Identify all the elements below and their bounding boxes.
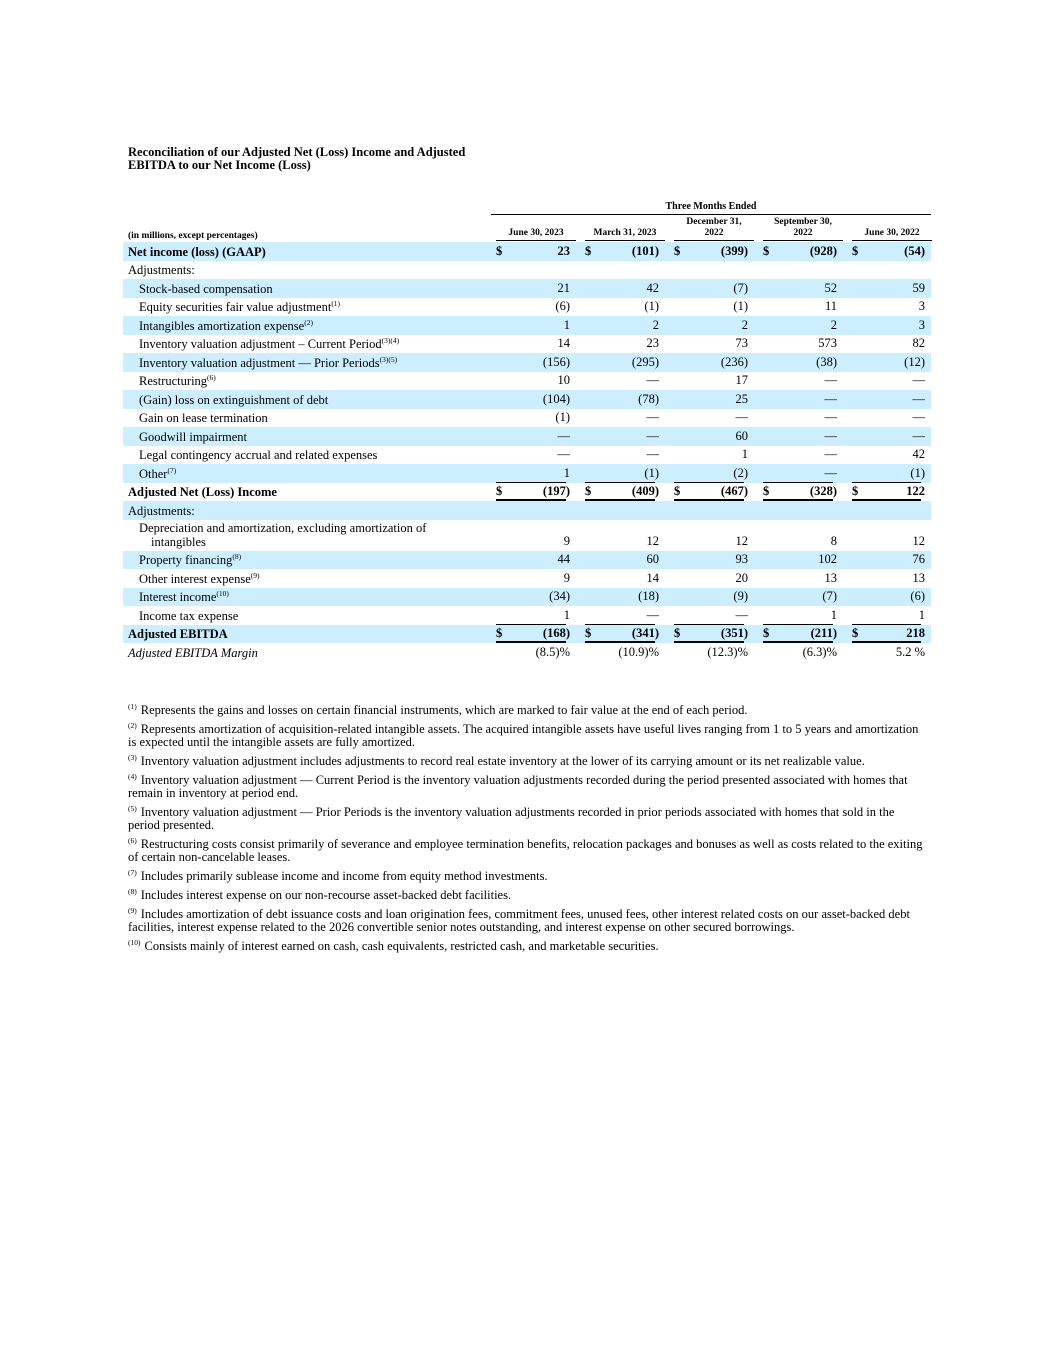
currency-symbol: $ (763, 243, 770, 258)
row-label (139, 448, 377, 462)
table-cell: 218 (906, 626, 925, 640)
table-cell: 1 (830, 607, 837, 622)
footnote (128, 870, 928, 883)
table-cell: (8.5)% (535, 644, 570, 659)
table-cell: (1) (733, 299, 748, 313)
table-cell: — (912, 410, 925, 424)
column-header (852, 228, 932, 241)
table-cell: 14 (557, 336, 570, 350)
table-row (123, 625, 931, 644)
table-cell: — (824, 428, 837, 443)
table-cell: 23 (557, 243, 570, 258)
table-cell: (12) (904, 354, 925, 369)
table-row (123, 242, 931, 261)
currency-symbol: $ (585, 243, 592, 258)
footnote-mark: (8) (128, 887, 137, 896)
footnote-ref: (7) (167, 465, 177, 475)
row-label (128, 504, 195, 518)
footnote-text: Inventory valuation adjustment — Prior Periods is the inventory valuation adjustments recorded in prior periods associated with homes that sold in the period presented. (128, 805, 895, 832)
table-row (123, 569, 931, 588)
period-header: Three Months Ended (491, 200, 931, 215)
table-cell: — (824, 410, 837, 424)
table-cell: — (557, 447, 570, 461)
footnote-text: Consists mainly of interest earned on cash, cash equivalents, restricted cash, and marketable securities. (144, 939, 659, 953)
table-row (123, 446, 931, 465)
table-cell: (1) (555, 410, 570, 424)
table-cell: 11 (824, 299, 837, 313)
table-cell: 3 (918, 317, 925, 332)
row-label-text: Restructuring (139, 374, 208, 388)
row-label (139, 467, 176, 481)
table-row (123, 643, 931, 662)
column-header (674, 217, 754, 241)
row-label (139, 553, 241, 567)
footnote (128, 704, 928, 717)
currency-symbol: $ (674, 484, 681, 498)
footnote-mark: (1) (128, 702, 137, 711)
table-cell: 1 (918, 607, 925, 622)
table-cell: (54) (904, 243, 925, 258)
footnote (128, 806, 928, 832)
currency-symbol: $ (763, 484, 770, 498)
row-label-continuation: intangibles (151, 534, 206, 549)
footnote (128, 755, 928, 768)
row-label (139, 590, 229, 604)
table-cell: 60 (735, 428, 748, 443)
footnote-text: Inventory valuation adjustment includes adjustments to record real estate inventory at the lower of its carrying amount or its net realizable value. (140, 754, 865, 768)
row-label-text: Goodwill impairment (139, 429, 247, 444)
table-cell: (399) (720, 243, 748, 258)
footnote-mark: (4) (128, 772, 137, 781)
column-header (585, 228, 665, 241)
table-row (123, 279, 931, 298)
footnote-mark: (10) (128, 938, 141, 947)
column-header-line2: 2022 (793, 228, 813, 238)
footnote-ref: (3)(4) (381, 336, 400, 345)
row-label (139, 300, 340, 314)
row-label-text: Gain on lease termination (139, 411, 268, 425)
table-row (123, 335, 931, 354)
table-row (123, 551, 931, 570)
footnote-ref: (10) (216, 589, 229, 598)
units-label: (in millions, except percentages) (128, 231, 258, 241)
table-cell: (409) (631, 484, 659, 498)
currency-symbol: $ (585, 626, 592, 640)
currency-symbol: $ (852, 626, 859, 640)
table-cell: 1 (563, 607, 570, 622)
table-cell: 42 (912, 447, 925, 461)
table-cell: 17 (735, 373, 748, 387)
table-cell: (38) (816, 354, 837, 369)
table-row (123, 409, 931, 428)
table-cell: — (912, 428, 925, 443)
row-label-text: Interest income (139, 590, 217, 604)
footnote-mark: (2) (128, 721, 137, 730)
row-label-text: Adjustments: (128, 263, 195, 277)
table-cell: — (646, 373, 659, 387)
table-cell: (236) (720, 354, 748, 369)
footnotes (128, 704, 928, 959)
row-label (139, 282, 273, 296)
column-header-line1: December 31, (686, 217, 742, 227)
row-label (128, 627, 228, 641)
row-label-text: Depreciation and amortization, excluding amortization of (139, 520, 427, 535)
table-cell: 2 (652, 317, 659, 332)
table-cell: (1) (644, 465, 659, 480)
table-cell: 9 (563, 533, 570, 548)
table-cell: (197) (542, 484, 570, 498)
table-cell: 25 (735, 391, 748, 406)
row-label-text: Intangibles amortization expense (139, 318, 305, 333)
footnote (128, 723, 928, 749)
table-cell: (10.9)% (618, 644, 659, 659)
table-cell: (7) (733, 280, 748, 295)
table-row (123, 316, 931, 335)
table-cell: (7) (822, 589, 837, 603)
page-title (128, 146, 465, 172)
table-cell: 573 (818, 336, 837, 350)
table-row (123, 261, 931, 280)
table-cell: 2 (830, 317, 837, 332)
table-cell: (2) (733, 465, 748, 480)
table-row (123, 606, 931, 625)
currency-symbol: $ (674, 243, 681, 258)
table-cell: (34) (549, 589, 570, 603)
table-cell: — (646, 447, 659, 461)
table-cell: 76 (912, 552, 925, 566)
table-cell: 102 (818, 552, 837, 566)
table-cell: 1 (563, 317, 570, 332)
row-label-text: Adjusted EBITDA (128, 627, 228, 641)
table-cell: 59 (912, 280, 925, 295)
column-header-line1: March 31, 2023 (593, 228, 657, 238)
footnote-mark: (3) (128, 753, 137, 762)
footnote (128, 838, 928, 864)
table-cell: 10 (557, 373, 570, 387)
table-cell: (6) (555, 299, 570, 313)
table-cell: (101) (631, 243, 659, 258)
table-cell: 20 (735, 570, 748, 585)
currency-symbol: $ (496, 484, 503, 498)
table-cell: (168) (542, 626, 570, 640)
footnote (128, 940, 928, 953)
column-header-line2: 2022 (704, 228, 724, 238)
table-cell: 60 (646, 552, 659, 566)
footnote-ref: (6) (207, 373, 216, 382)
title-line-2: EBITDA to our Net Income (Loss) (128, 158, 311, 172)
table-row (123, 353, 931, 372)
footnote-text: Represents the gains and losses on certain financial instruments, which are marked to fair value at the end of each period. (140, 703, 748, 717)
table-cell: (928) (809, 243, 837, 258)
table-cell: (211) (810, 626, 837, 640)
table-cell: — (735, 607, 748, 622)
footnote-ref: (2) (304, 317, 313, 327)
footnote (128, 774, 928, 800)
table-cell: 12 (646, 533, 659, 548)
table-row (123, 464, 931, 483)
table-cell: (9) (733, 589, 748, 603)
footnote-text: Includes interest expense on our non-recourse asset-backed debt facilities. (140, 888, 512, 902)
table-cell: 21 (557, 280, 570, 295)
column-header-line1: September 30, (774, 217, 832, 227)
table-cell: — (824, 447, 837, 461)
footnote-text: Restructuring costs consist primarily of severance and employee termination benefits, relocation packages and bonuses as well as costs related to the exiting of certain non-cancelable leases. (128, 837, 923, 864)
table-cell: 93 (735, 552, 748, 566)
column-header (763, 217, 843, 241)
table-row (123, 390, 931, 409)
table-cell: 44 (557, 552, 570, 566)
footnote-ref: (1) (331, 299, 341, 308)
row-label-text: Adjusted EBITDA Margin (128, 645, 258, 660)
column-headers (123, 217, 931, 241)
table-cell: (351) (720, 626, 748, 640)
table-cell: (104) (542, 391, 570, 406)
currency-symbol: $ (852, 243, 859, 258)
row-label (128, 245, 266, 259)
row-label (139, 337, 399, 351)
table-cell: 2 (741, 317, 748, 332)
table-cell: (78) (638, 391, 659, 406)
column-header-line1: June 30, 2023 (508, 228, 564, 238)
table-cell: — (735, 410, 748, 424)
row-label (128, 646, 258, 660)
currency-symbol: $ (852, 484, 859, 498)
table-cell: (341) (631, 626, 659, 640)
footnote-ref: (3)(5) (379, 354, 398, 364)
table-cell: — (824, 373, 837, 387)
table-cell: 1 (741, 447, 748, 461)
row-label (139, 572, 260, 586)
table-cell: 42 (646, 280, 659, 295)
table-row (123, 501, 931, 520)
table-cell: — (912, 391, 925, 406)
table-cell: — (824, 465, 837, 480)
column-header (496, 228, 576, 241)
table-cell: 5.2 % (895, 644, 925, 659)
table-cell: 122 (906, 484, 925, 498)
table-cell: 1 (563, 465, 570, 480)
row-label-text: Legal contingency accrual and related expenses (139, 448, 378, 462)
footnote-text: Includes amortization of debt issuance costs and loan origination fees, commitment fees, unused fees, other interest related costs on our asset-backed debt facilities, interest expense related to the 2026 convertible senior notes outstanding, and interest expense on other secured borrowings. (128, 907, 910, 934)
table-row (123, 520, 931, 551)
table-cell: (12.3)% (707, 644, 748, 659)
table-row (123, 427, 931, 446)
row-label-text: Other interest expense (139, 571, 251, 586)
row-label (139, 393, 328, 407)
table-cell: (328) (809, 484, 837, 498)
table-cell: 14 (646, 570, 659, 585)
row-label-text: Equity securities fair value adjustment (139, 300, 332, 314)
row-label-text: Stock-based compensation (139, 281, 273, 296)
table-cell: (18) (638, 589, 659, 603)
row-label-text: Inventory valuation adjustment – Current Period (139, 337, 382, 351)
table-cell: 13 (912, 570, 925, 585)
row-label (139, 319, 313, 333)
row-label (139, 411, 268, 425)
table-body (123, 242, 931, 662)
footnote-text: Includes primarily sublease income and income from equity method investments. (140, 869, 548, 883)
table-cell: 73 (735, 336, 748, 350)
row-label (139, 609, 238, 623)
row-label (139, 521, 426, 549)
row-label-text: Adjustments: (128, 503, 195, 518)
row-label (139, 356, 397, 370)
row-label-text: Inventory valuation adjustment — Prior Periods (139, 355, 380, 370)
footnote (128, 889, 928, 902)
row-label (139, 430, 247, 444)
row-label (139, 374, 216, 388)
table-cell: 52 (824, 280, 837, 295)
currency-symbol: $ (496, 626, 503, 640)
table-cell: (295) (631, 354, 659, 369)
row-label-text: Adjusted Net (Loss) Income (128, 485, 277, 499)
table-cell: 12 (912, 533, 925, 548)
footnote-text: Inventory valuation adjustment — Current Period is the inventory valuation adjustments recorded during the period presented associated with homes that remain in inventory at period end. (128, 773, 908, 800)
table-cell: (6) (910, 589, 925, 603)
table-row (123, 298, 931, 317)
table-cell: (1) (644, 299, 659, 313)
table-cell: — (646, 410, 659, 424)
row-label-text: Property financing (139, 553, 233, 567)
table-row (123, 483, 931, 502)
title-line-1: Reconciliation of our Adjusted Net (Loss) Income and Adjusted (128, 145, 466, 159)
row-label-text: Other (139, 466, 168, 481)
table-cell: — (646, 607, 659, 622)
footnote-ref: (9) (250, 570, 260, 580)
table-cell: 3 (918, 299, 925, 313)
table-cell: 23 (646, 336, 659, 350)
row-label (128, 485, 277, 499)
currency-symbol: $ (674, 626, 681, 640)
row-label-text: Income tax expense (139, 608, 239, 623)
row-label-text: Net income (loss) (GAAP) (128, 244, 266, 259)
table-cell: (1) (910, 465, 925, 480)
table-cell: — (824, 391, 837, 406)
row-label (128, 263, 195, 277)
currency-symbol: $ (763, 626, 770, 640)
table-cell: 12 (735, 533, 748, 548)
table-cell: (6.3)% (802, 644, 837, 659)
footnote-text: Represents amortization of acquisition-related intangible assets. The acquired intangible assets have useful lives ranging from 1 to 5 years and amortization is expected until the intangible assets are fully amortized. (128, 722, 919, 749)
row-label-text: (Gain) loss on extinguishment of debt (139, 392, 329, 407)
currency-symbol: $ (585, 484, 592, 498)
table-cell: — (557, 428, 570, 443)
table-row (123, 372, 931, 391)
footnote-mark: (9) (128, 906, 137, 915)
table-cell: 13 (824, 570, 837, 585)
table-cell: (467) (720, 484, 748, 498)
table-cell: 9 (563, 570, 570, 585)
column-header-line1: June 30, 2022 (864, 228, 920, 238)
footnote-mark: (5) (128, 804, 137, 813)
footnote-mark: (7) (128, 868, 137, 877)
table-cell: 8 (830, 533, 837, 548)
currency-symbol: $ (496, 243, 503, 258)
footnote-ref: (8) (232, 552, 242, 561)
footnote-mark: (6) (128, 836, 137, 845)
table-cell: — (912, 373, 925, 387)
footnote (128, 908, 928, 934)
table-cell: 82 (912, 336, 925, 350)
table-cell: — (646, 428, 659, 443)
table-row (123, 588, 931, 607)
table-cell: (156) (542, 354, 570, 369)
